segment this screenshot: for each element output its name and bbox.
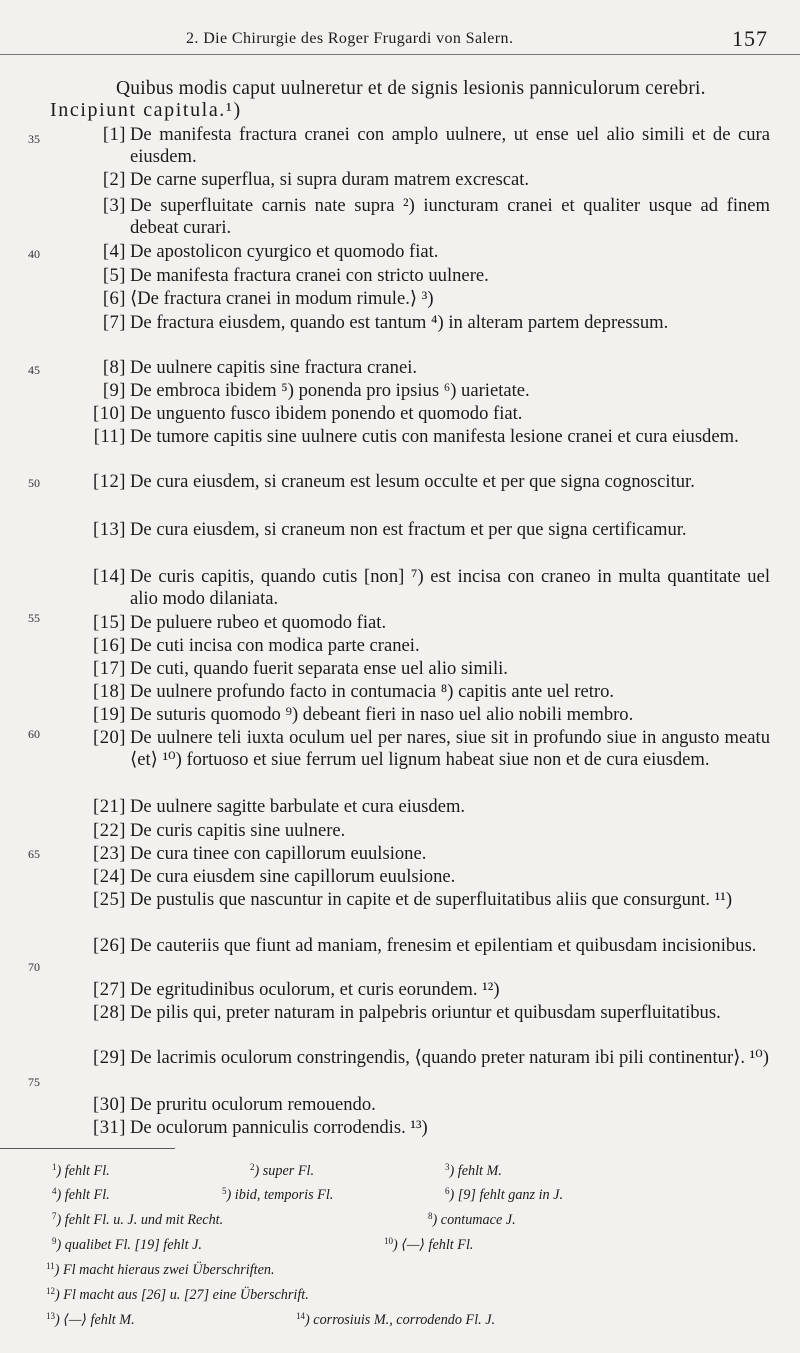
- line-number: 45: [28, 363, 40, 377]
- chapter-number: [7]: [102, 312, 126, 333]
- footnote: $^{12}$) Fl macht aus [26] u. [27] eine Überschrift.: [46, 1286, 309, 1303]
- chapter-title: De apostolicon cyurgico et quomodo fiat.: [130, 241, 439, 262]
- footnote: $^3$) fehlt M.: [445, 1162, 502, 1179]
- chapter-title: De manifesta fractura cranei con stricto uulnere.: [130, 265, 489, 286]
- line-number: 55: [28, 611, 40, 625]
- chapter-number: [17]: [93, 658, 126, 679]
- chapter-title: De uulnere profundo facto in contumacia ⁸) capitis ante uel retro.: [130, 681, 615, 702]
- chapter-number: [9]: [102, 380, 126, 401]
- chapter-number: [19]: [93, 704, 126, 725]
- chapter-title: De cura eiusdem sine capillorum euulsione.: [130, 866, 456, 887]
- chapter-title: De uulnere sagitte barbulate et cura eiusdem.: [130, 796, 466, 817]
- chapter-number: [16]: [93, 635, 126, 656]
- line-number: 35: [28, 132, 40, 146]
- chapter-title: De cura eiusdem, si craneum non est fractum et per que signa certificamur.: [130, 519, 687, 540]
- chapter-title: De suturis quomodo ⁹) debeant fieri in naso uel alio nobili membro.: [130, 704, 634, 725]
- chapter-number: [27]: [93, 979, 126, 1000]
- chapter-title: De cuti incisa con modica parte cranei.: [130, 635, 420, 656]
- footnote: $^7$) fehlt Fl. u. J. und mit Recht.: [52, 1211, 224, 1228]
- chapter-number: [2]: [102, 169, 126, 190]
- chapter-number: [29]: [93, 1047, 126, 1068]
- page-number: 157: [732, 26, 768, 51]
- chapter-title: De superfluitate carnis nate supra ²) iuncturam cranei et qualiter usque ad finem debeat curari.: [130, 195, 770, 238]
- line-number: 65: [28, 847, 40, 861]
- chapter-number: [11]: [93, 426, 126, 447]
- chapter-number: [20]: [93, 727, 126, 748]
- chapter-number: [13]: [93, 519, 126, 540]
- chapter-number: [22]: [93, 820, 126, 841]
- section-heading: Quibus modis caput uulneretur et de signis lesionis panniculorum cerebri.: [116, 78, 706, 99]
- chapter-title: ⟨De fractura cranei in modum rimule.⟩ ³): [130, 288, 434, 309]
- line-number: 50: [28, 476, 40, 490]
- footnote: $^1$) fehlt Fl.: [52, 1162, 110, 1179]
- footnote: $^9$) qualibet Fl. [19] fehlt J.: [52, 1236, 202, 1253]
- chapter-title: De embroca ibidem ⁵) ponenda pro ipsius ⁶) uarietate.: [130, 380, 530, 401]
- chapter-title: De pruritu oculorum remouendo.: [130, 1094, 376, 1115]
- footnote: $^2$) super Fl.: [250, 1162, 315, 1179]
- section-subheading: Incipiunt capitula.¹): [50, 99, 242, 121]
- chapter-number: [10]: [93, 403, 126, 424]
- chapter-number: [14]: [93, 566, 126, 587]
- chapter-number: [5]: [102, 265, 126, 286]
- chapter-title: De cauteriis que fiunt ad maniam, frenesim et epilentiam et quibusdam incisionibus.: [130, 935, 757, 956]
- chapter-title: De pilis qui, preter naturam in palpebris oriuntur et quibusdam superfluitatibus.: [130, 1002, 721, 1023]
- footnote: $^8$) contumace J.: [428, 1211, 516, 1228]
- footnote: $^5$) ibid, temporis Fl.: [222, 1186, 334, 1203]
- chapter-number: [4]: [102, 241, 126, 262]
- chapter-number: [28]: [93, 1002, 126, 1023]
- chapter-title: De curis capitis sine uulnere.: [130, 820, 346, 841]
- chapter-title: De cura tinee con capillorum euulsione.: [130, 843, 427, 864]
- chapter-number: [25]: [93, 889, 126, 910]
- chapter-title: De manifesta fractura cranei con amplo uulnere, ut ense uel alio simili et de cura eiusdem.: [130, 124, 770, 167]
- chapter-number: [30]: [93, 1094, 126, 1115]
- footnote-divider: [0, 1148, 175, 1149]
- line-number: 75: [28, 1075, 40, 1089]
- chapter-number: [24]: [93, 866, 126, 887]
- line-number: 60: [28, 727, 40, 741]
- chapter-title: De puluere rubeo et quomodo fiat.: [130, 612, 387, 633]
- chapter-title: De fractura eiusdem, quando est tantum ⁴) in alteram partem depressum.: [130, 312, 669, 333]
- chapter-number: [12]: [93, 471, 126, 492]
- chapter-title: De cuti, quando fuerit separata ense uel alio simili.: [130, 658, 508, 679]
- footnote: $^{14}$) corrosiuis M., corrodendo Fl. J.: [296, 1311, 496, 1328]
- chapter-number: [23]: [93, 843, 126, 864]
- footnote: $^{10}$) ⟨—⟩ fehlt Fl.: [384, 1236, 474, 1253]
- line-number: 70: [28, 960, 40, 974]
- chapter-title: De tumore capitis sine uulnere cutis con manifesta lesione cranei et cura eiusdem.: [130, 426, 739, 447]
- chapter-title: De curis capitis, quando cutis [non] ⁷) est incisa con craneo in multa quantitate uel alio modo dilaniata.: [130, 566, 770, 609]
- chapter-title: De oculorum panniculis corrodendis. ¹³): [130, 1117, 428, 1138]
- chapter-title: De pustulis que nascuntur in capite et de superfluitatibus aliis que consurgunt. ¹¹): [130, 889, 733, 910]
- chapter-number: [6]: [102, 288, 126, 309]
- chapter-title: De unguento fusco ibidem ponendo et quomodo fiat.: [130, 403, 523, 424]
- chapter-number: [15]: [93, 612, 126, 633]
- chapter-number: [26]: [93, 935, 126, 956]
- running-head: [0, 28, 800, 55]
- footnote: $^6$) [9] fehlt ganz in J.: [445, 1186, 564, 1203]
- chapter-title: De lacrimis oculorum constringendis, ⟨quando preter naturam ibi pili continentur⟩. ¹⁰): [130, 1047, 769, 1068]
- chapter-number: [1]: [102, 124, 126, 145]
- chapter-title: De cura eiusdem, si craneum est lesum occulte et per que signa cognoscitur.: [130, 471, 695, 492]
- chapter-title: De carne superflua, si supra duram matrem excrescat.: [130, 169, 530, 190]
- chapter-number: [8]: [102, 357, 126, 378]
- line-number: 40: [28, 247, 40, 261]
- footnote: $^4$) fehlt Fl.: [52, 1186, 110, 1203]
- footnote: $^{11}$) Fl macht hieraus zwei Überschriften.: [46, 1261, 275, 1278]
- chapter-number: [18]: [93, 681, 126, 702]
- running-head-title: 2. Die Chirurgie des Roger Frugardi von Salern.: [186, 30, 514, 47]
- chapter-title: De uulnere capitis sine fractura cranei.: [130, 357, 418, 378]
- chapter-title: De uulnere teli iuxta oculum uel per nares, siue sit in profundo siue in angusto meatu ⟨et⟩ ¹⁰) fortuoso et siue ferrum uel lignum habeat siue non et de cura eiusdem.: [130, 727, 770, 770]
- chapter-number: [3]: [102, 195, 126, 216]
- chapter-number: [21]: [93, 796, 126, 817]
- footnote: $^{13}$) ⟨—⟩ fehlt M.: [46, 1311, 135, 1328]
- chapter-title: De egritudinibus oculorum, et curis eorundem. ¹²): [130, 979, 500, 1000]
- chapter-number: [31]: [93, 1117, 126, 1138]
